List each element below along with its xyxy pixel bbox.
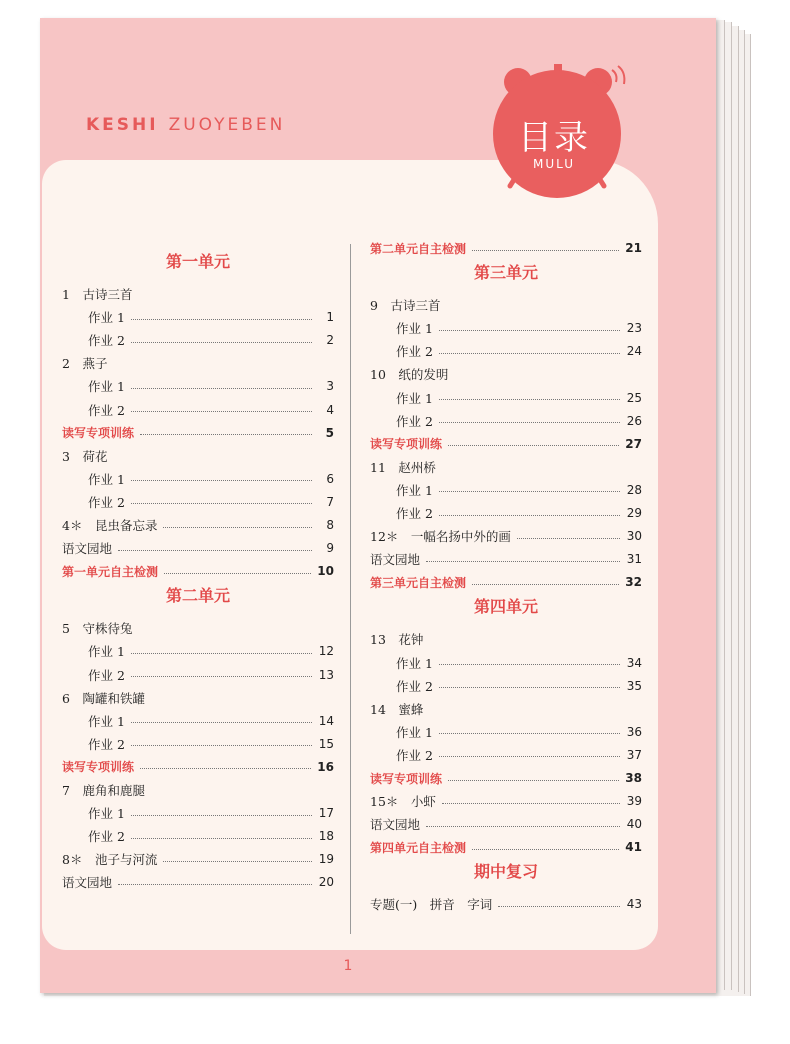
toc-sub-entry[interactable] (396, 412, 642, 430)
toc-sub-entry[interactable] (88, 470, 334, 488)
toc-entry-title: 13 花钟 (370, 632, 424, 648)
toc-entry-page: 40 (626, 817, 642, 832)
page-number: 1 (343, 958, 353, 974)
toc-entry-page: 4 (326, 402, 334, 417)
toc-entry-title: 语文园地 (62, 541, 113, 557)
toc-entry-title: 作业 1 (88, 310, 125, 326)
brand-logo (86, 115, 285, 135)
toc-entry[interactable] (62, 447, 334, 465)
toc-entry[interactable] (370, 365, 642, 383)
section-heading: 第一单元 (165, 252, 230, 271)
toc-entry-title: 5 守株待兔 (62, 621, 133, 637)
dot-leader (131, 745, 312, 746)
dot-leader (472, 849, 619, 850)
toc-entry-page: 38 (625, 771, 642, 785)
toc-sub-entry[interactable] (88, 666, 334, 684)
toc-entry-title: 作业 1 (88, 806, 125, 822)
toc-entry-page: 5 (325, 425, 334, 440)
toc-entry-title: 作业 2 (396, 506, 433, 521)
dot-leader (131, 838, 312, 839)
toc-entry-title: 第一单元自主检测 (62, 564, 159, 579)
toc-entry-title: 14 蜜蜂 (370, 701, 424, 717)
toc-entry[interactable] (62, 285, 334, 303)
toc-sub-entry[interactable] (396, 481, 642, 499)
toc-sub-entry[interactable] (88, 493, 334, 511)
dot-leader (439, 422, 620, 423)
dot-leader (439, 687, 620, 688)
dot-leader (426, 826, 620, 827)
dot-leader (131, 815, 312, 816)
dot-leader (118, 550, 312, 551)
toc-entry[interactable] (370, 792, 642, 810)
toc-entry-title: 作业 1 (396, 390, 433, 406)
dot-leader (439, 353, 620, 354)
toc-entry-title: 作业 2 (88, 333, 125, 349)
toc-entry[interactable] (370, 895, 642, 913)
toc-entry-title: 第二单元自主检测 (370, 241, 467, 256)
toc-entry-title: 6 陶罐和铁罐 (62, 690, 145, 706)
toc-entry-title: 作业 2 (88, 667, 125, 683)
toc-title: 目录 (518, 118, 590, 158)
toc-entry-page: 17 (318, 806, 334, 821)
toc-entry[interactable] (370, 550, 642, 568)
toc-special-entry[interactable] (62, 424, 334, 442)
toc-entry-title: 作业 1 (396, 321, 433, 337)
toc-sub-entry[interactable] (396, 723, 642, 741)
toc-entry-page: 31 (626, 552, 642, 567)
toc-entry-title: 8＊ 池子与河流 (62, 852, 158, 868)
dot-leader (131, 653, 312, 654)
brand-part2: ZUOYEBEN (168, 115, 286, 135)
toc-special-entry[interactable] (370, 769, 642, 787)
toc-entry-title: 4＊ 昆虫备忘录 (62, 518, 158, 533)
toc-entry[interactable] (62, 781, 334, 799)
toc-entry-title: 9 古诗三首 (370, 298, 441, 314)
toc-sub-entry[interactable] (88, 712, 334, 730)
toc-entry[interactable] (370, 815, 642, 833)
toc-special-entry[interactable] (370, 435, 642, 453)
toc-entry-title: 3 荷花 (62, 448, 108, 464)
toc-entry-page: 36 (626, 724, 642, 739)
toc-sub-entry[interactable] (396, 342, 642, 360)
toc-entry-title: 作业 1 (88, 713, 125, 729)
toc-entry-title: 读写专项训练 (370, 437, 443, 452)
toc-entry-page: 30 (626, 529, 642, 544)
section-heading: 期中复习 (473, 862, 538, 882)
dot-leader (163, 861, 312, 862)
toc-entry-page: 27 (625, 436, 642, 451)
toc-special-entry[interactable] (62, 562, 334, 580)
toc-entry-title: 15＊ 小虾 (370, 794, 436, 810)
toc-entry[interactable] (62, 516, 334, 534)
toc-sub-entry[interactable] (88, 827, 334, 845)
toc-entry-title: 11 赵州桥 (370, 459, 436, 475)
toc-entry-title: 作业 1 (396, 482, 433, 498)
toc-subtitle: MULU (532, 157, 575, 171)
toc-entry-page: 35 (626, 678, 642, 693)
dot-leader (163, 527, 312, 528)
dot-leader (131, 411, 312, 412)
toc-entry-page: 12 (318, 644, 334, 659)
dot-leader (448, 780, 619, 781)
toc-entry-page: 21 (625, 241, 642, 255)
toc-entry[interactable] (370, 458, 642, 476)
dot-leader (118, 884, 312, 885)
toc-entry-page: 24 (626, 344, 642, 359)
toc-entry-page: 25 (626, 390, 642, 405)
dot-leader (439, 515, 620, 516)
toc-entry-title: 10 纸的发明 (370, 367, 449, 383)
toc-entry-title: 作业 1 (396, 724, 433, 740)
toc-entry-page: 19 (318, 852, 334, 867)
toc-entry-page: 8 (326, 518, 334, 532)
section-heading: 第三单元 (473, 263, 538, 283)
toc-entry-title: 作业 1 (88, 644, 125, 660)
toc-entry-page: 18 (318, 829, 334, 844)
toc-entry-page: 23 (626, 321, 642, 336)
toc-sub-entry[interactable] (88, 308, 334, 326)
toc-entry-page: 20 (318, 875, 334, 890)
toc-entry-page: 14 (318, 713, 334, 728)
toc-entry-page: 16 (317, 759, 334, 774)
toc-entry-title: 读写专项训练 (370, 771, 443, 786)
dot-leader (140, 434, 312, 435)
toc-entry-title: 12＊ 一幅名扬中外的画 (370, 529, 511, 545)
toc-entry[interactable] (62, 539, 334, 557)
toc-entry-page: 6 (326, 471, 334, 486)
toc-entry[interactable] (62, 619, 334, 637)
toc-entry[interactable] (370, 296, 642, 314)
toc-sub-entry[interactable] (88, 401, 334, 419)
toc-entry-title: 作业 2 (396, 678, 433, 694)
dot-leader (439, 399, 620, 400)
dot-leader (442, 803, 620, 804)
toc-entry-title: 作业 2 (396, 747, 433, 763)
dot-leader (131, 480, 312, 481)
dot-leader (439, 756, 620, 757)
dot-leader (131, 388, 312, 389)
dot-leader (131, 319, 312, 320)
toc-entry-title: 读写专项训练 (62, 760, 135, 775)
toc-sub-entry[interactable] (396, 504, 642, 522)
toc-sub-entry[interactable] (396, 319, 642, 337)
toc-entry[interactable] (62, 850, 334, 868)
toc-entry-page: 37 (626, 747, 642, 762)
toc-entry-title: 7 鹿角和鹿腿 (62, 783, 145, 798)
toc-entry-page: 39 (626, 794, 642, 809)
toc-entry-page: 3 (326, 379, 334, 394)
toc-sub-entry[interactable] (88, 377, 334, 395)
dot-leader (131, 722, 312, 723)
toc-entry-title: 作业 2 (88, 402, 125, 418)
toc-sub-entry[interactable] (396, 654, 642, 672)
dot-leader (472, 584, 619, 585)
dot-leader (448, 445, 619, 446)
toc-entry[interactable] (370, 630, 642, 648)
dot-leader (131, 342, 312, 343)
dot-leader (131, 503, 312, 504)
dot-leader (517, 538, 620, 539)
toc-special-entry[interactable] (62, 758, 334, 776)
toc-entry-title: 语文园地 (370, 817, 421, 833)
toc-entry-title: 第三单元自主检测 (370, 575, 467, 590)
toc-entry-title: 作业 1 (88, 471, 125, 487)
toc-sub-entry[interactable] (88, 331, 334, 349)
dot-leader (439, 733, 620, 734)
toc-entry[interactable] (370, 527, 642, 545)
toc-entry-title: 作业 2 (88, 829, 125, 845)
toc-entry-title: 语文园地 (62, 875, 113, 891)
toc-entry-page: 41 (625, 840, 642, 855)
toc-entry-page: 1 (326, 310, 334, 325)
toc-entry-title: 第四单元自主检测 (370, 840, 467, 855)
toc-entry-title: 2 燕子 (62, 356, 108, 372)
toc-special-entry[interactable] (370, 573, 642, 591)
toc-entry-page: 2 (326, 333, 334, 348)
toc-entry-title: 语文园地 (370, 552, 421, 568)
toc-entry-page: 26 (626, 413, 642, 428)
column-divider (350, 244, 351, 934)
dot-leader (164, 573, 311, 574)
section-heading: 第二单元 (165, 586, 230, 606)
toc-entry-title: 专题(一) 拼音 字词 (370, 897, 493, 913)
toc-entry[interactable] (370, 700, 642, 718)
toc-entry-page: 34 (626, 655, 642, 670)
toc-sub-entry[interactable] (88, 804, 334, 822)
toc-sub-entry[interactable] (88, 642, 334, 660)
toc-special-entry[interactable] (370, 838, 642, 856)
toc-entry-title: 作业 2 (396, 344, 433, 360)
dot-leader (439, 664, 620, 665)
toc-entry-title: 读写专项训练 (62, 426, 135, 441)
toc-entry-title: 作业 2 (88, 494, 125, 510)
dot-leader (140, 768, 311, 769)
toc-entry-page: 13 (318, 667, 334, 682)
toc-entry-page: 29 (626, 506, 642, 520)
toc-entry-title: 1 古诗三首 (62, 287, 133, 302)
dot-leader (472, 250, 619, 251)
brand-part1: KESHI (86, 115, 159, 135)
toc-entry-page: 28 (626, 482, 642, 497)
toc-entry-title: 作业 2 (396, 413, 433, 429)
toc-entry-page: 10 (317, 564, 334, 579)
toc-entry-page: 9 (326, 541, 334, 556)
toc-entry-page: 32 (625, 575, 642, 590)
dot-leader (131, 676, 312, 677)
toc-entry-title: 作业 2 (88, 736, 125, 752)
toc-sub-entry[interactable] (396, 389, 642, 407)
toc-sub-entry[interactable] (396, 677, 642, 695)
toc-entry[interactable] (62, 873, 334, 891)
dot-leader (498, 906, 620, 907)
toc-entry-page: 15 (318, 736, 334, 751)
toc-sub-entry[interactable] (88, 735, 334, 753)
toc-entry-page: 43 (626, 897, 642, 912)
toc-sub-entry[interactable] (396, 746, 642, 764)
toc-entry-title: 作业 1 (88, 379, 125, 395)
dot-leader (426, 561, 620, 562)
toc-entry[interactable] (62, 354, 334, 372)
toc-special-entry[interactable] (370, 239, 642, 257)
toc-entry-page: 7 (326, 494, 334, 509)
dot-leader (439, 491, 620, 492)
dot-leader (439, 330, 620, 331)
toc-entry[interactable] (62, 689, 334, 707)
toc-entry-title: 作业 1 (396, 655, 433, 671)
section-heading: 第四单元 (473, 597, 538, 617)
